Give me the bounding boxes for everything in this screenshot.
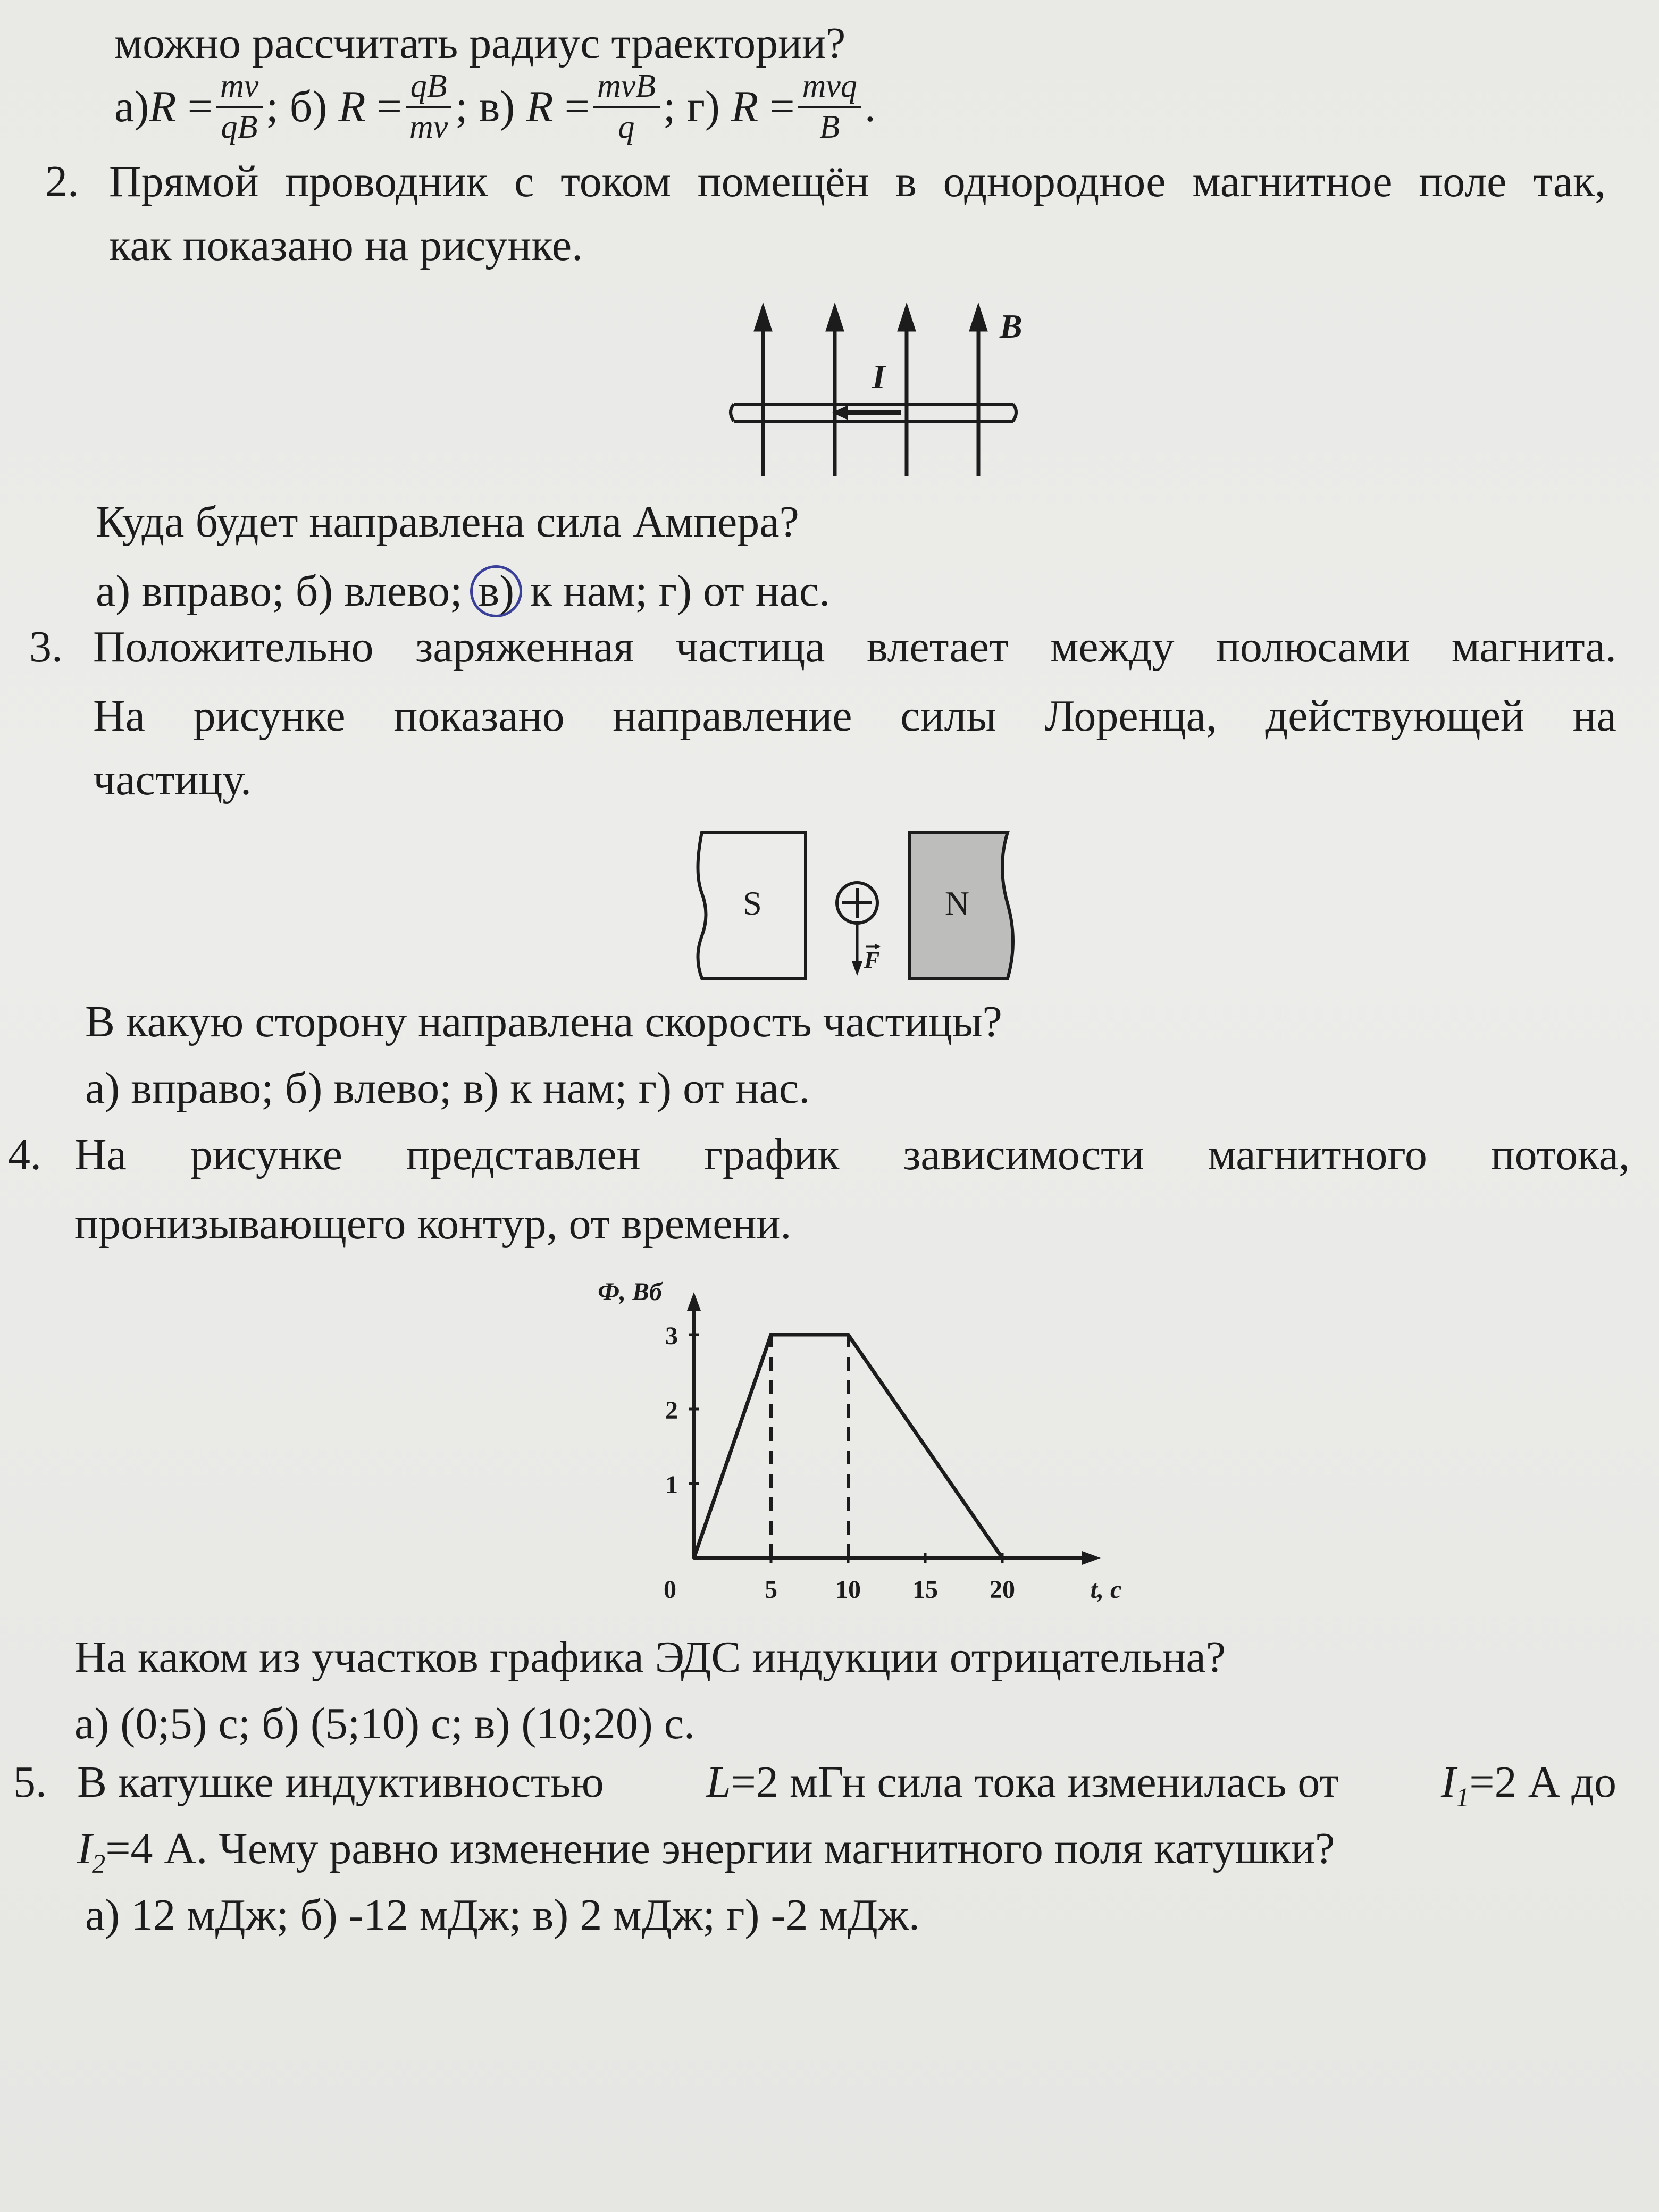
q3-word: На	[93, 691, 145, 741]
q3-word: действующей	[1265, 691, 1524, 741]
q2-ans-v-circled: в)	[470, 565, 522, 617]
q2-question: Куда будет направлена сила Ампера?	[96, 497, 799, 547]
q4-word: представлен	[406, 1130, 641, 1179]
q4-word: магнитного	[1208, 1130, 1427, 1179]
force-label: F	[864, 947, 880, 973]
q3-question: В какую сторону направлена скорость частицы?	[85, 997, 1002, 1046]
q2-line1	[109, 157, 1606, 206]
x-tick-label: 0	[664, 1576, 676, 1604]
q4-line1	[74, 1130, 1630, 1179]
q1-eq-v: =	[564, 82, 590, 132]
q2-word: током	[560, 157, 671, 206]
q4-number: 4.	[8, 1130, 41, 1179]
flux-data-point	[692, 1556, 696, 1560]
q1-answers	[114, 69, 876, 145]
x-tick-label: 20	[990, 1576, 1015, 1604]
q3-word: магнита.	[1451, 622, 1616, 672]
field-arrow-4	[971, 308, 985, 330]
q4-word: На	[74, 1130, 127, 1179]
q3-line1	[93, 622, 1616, 672]
q2-line2: как показано на рисунке.	[109, 221, 583, 270]
q2-word: с	[514, 157, 534, 206]
q4-word: график	[704, 1130, 840, 1179]
q5-L-symbol: L	[706, 1757, 731, 1807]
fraction-g-den: B	[819, 109, 840, 146]
q2-word: Прямой	[109, 157, 259, 206]
q5-I2-symbol: I	[77, 1824, 92, 1873]
q5-line1	[77, 1757, 1616, 1812]
magnet-poles-figure	[691, 824, 1026, 984]
flux-data-point	[847, 1333, 850, 1336]
q3-word: на	[1572, 691, 1616, 741]
q1-label-b: ; б)	[266, 82, 328, 132]
fraction-a-num: mv	[216, 69, 263, 108]
q1-label-a: а)	[114, 82, 149, 132]
q5-text-I1: =2 А до	[1469, 1757, 1616, 1807]
q4-word: потока,	[1490, 1130, 1630, 1179]
q4-answers: а) (0;5) с; б) (5;10) с; в) (10;20) с.	[74, 1699, 695, 1748]
q4-word: рисунке	[190, 1130, 342, 1179]
q1-R-a: R	[149, 82, 177, 132]
q4-word: зависимости	[903, 1130, 1144, 1179]
q3-line2	[93, 691, 1616, 741]
fraction-a-den: qB	[221, 109, 258, 146]
q3-word: Положительно	[93, 622, 374, 672]
flux-data-point	[1001, 1556, 1004, 1560]
field-arrow-1	[756, 308, 770, 330]
q5-I1-sub: 1	[1456, 1782, 1470, 1812]
q1-R-g: R	[731, 82, 759, 132]
q5-I2-sub: 2	[91, 1848, 106, 1879]
fraction-a	[216, 69, 263, 145]
q3-word: между	[1050, 622, 1175, 672]
x-tick-label: 15	[912, 1576, 938, 1604]
q5-number: 5.	[13, 1757, 47, 1807]
x-axis-arrow	[1082, 1551, 1101, 1565]
q1-end: .	[864, 82, 876, 132]
q5-text-pre: В катушке индуктивностью	[77, 1757, 604, 1807]
flux-data-point	[769, 1333, 773, 1336]
south-pole-label: S	[743, 884, 762, 922]
q2-word: однородное	[943, 157, 1166, 206]
fraction-v-num: mvB	[593, 69, 660, 108]
y-tick-label: 1	[665, 1471, 678, 1499]
fraction-v-den: q	[618, 109, 635, 146]
q5-text-L: =2 мГн сила тока изменилась от	[731, 1757, 1339, 1807]
q5-text-rest: =4 А. Чему равно изменение энергии магнитного поля катушки?	[105, 1824, 1335, 1873]
flux-time-chart	[585, 1266, 1149, 1606]
field-label: B	[1000, 307, 1023, 345]
fraction-b-den: mv	[409, 109, 448, 146]
lorentz-force-arrow-head	[852, 961, 862, 976]
q2-word: магнитное	[1192, 157, 1393, 206]
field-arrow-3	[900, 308, 914, 330]
q1-R-b: R	[338, 82, 366, 132]
q3-word: рисунке	[193, 691, 346, 741]
q3-word: направление	[613, 691, 852, 741]
q3-line3: частицу.	[93, 755, 252, 805]
x-tick-label: 10	[835, 1576, 861, 1604]
q3-word: силы	[900, 691, 996, 741]
q5-I1-symbol: I	[1441, 1757, 1456, 1807]
q2-word: так,	[1533, 157, 1606, 206]
q2-ans-rest: к нам; г) от нас.	[530, 566, 831, 616]
q3-word: полюсами	[1216, 622, 1410, 672]
q1-eq-b: =	[376, 82, 402, 132]
q1-line1: можно рассчитать радиус траектории?	[114, 19, 846, 68]
x-tick-label: 5	[765, 1576, 777, 1604]
y-tick-label: 3	[665, 1322, 678, 1350]
fraction-b-num: qB	[406, 69, 451, 108]
q3-word: Лоренца,	[1044, 691, 1217, 741]
fraction-g	[798, 69, 861, 145]
q1-eq-g: =	[769, 82, 795, 132]
q2-answers	[96, 566, 831, 616]
conductor-field-figure	[718, 298, 1037, 484]
q3-number: 3.	[29, 622, 63, 672]
q2-word: в	[895, 157, 917, 206]
q3-answers: а) вправо; б) влево; в) к нам; г) от нас.	[85, 1063, 810, 1113]
y-axis-arrow	[687, 1292, 701, 1311]
q1-R-v: R	[526, 82, 554, 132]
q3-word: влетает	[866, 622, 1009, 672]
q1-label-g: ; г)	[663, 82, 720, 132]
q4-question: На каком из участков графика ЭДС индукции отрицательна?	[74, 1632, 1226, 1682]
q2-word: проводник	[285, 157, 488, 206]
q3-word: заряженная	[415, 622, 634, 672]
q3-word: частица	[675, 622, 825, 672]
y-axis-label: Ф, Вб	[598, 1278, 662, 1306]
q1-eq-a: =	[187, 82, 213, 132]
north-pole-label: N	[944, 884, 970, 922]
x-axis-label: t, с	[1090, 1576, 1122, 1604]
fraction-v	[593, 69, 660, 145]
fraction-b	[405, 69, 452, 145]
q4-line2: пронизывающего контур, от времени.	[74, 1199, 792, 1249]
q2-ans-ab: а) вправо; б) влево;	[96, 566, 463, 616]
field-arrow-2	[828, 308, 842, 330]
current-label: I	[872, 358, 885, 396]
q5-line2	[77, 1826, 1335, 1877]
q5-answers: а) 12 мДж; б) -12 мДж; в) 2 мДж; г) -2 мДж.	[85, 1890, 920, 1940]
q2-word: помещён	[697, 157, 869, 206]
q3-word: показано	[393, 691, 565, 741]
q1-label-v: ; в)	[455, 82, 515, 132]
y-tick-label: 2	[665, 1396, 678, 1425]
q2-number: 2.	[45, 157, 79, 206]
q2-word: поле	[1419, 157, 1507, 206]
fraction-g-num: mvq	[798, 69, 861, 108]
